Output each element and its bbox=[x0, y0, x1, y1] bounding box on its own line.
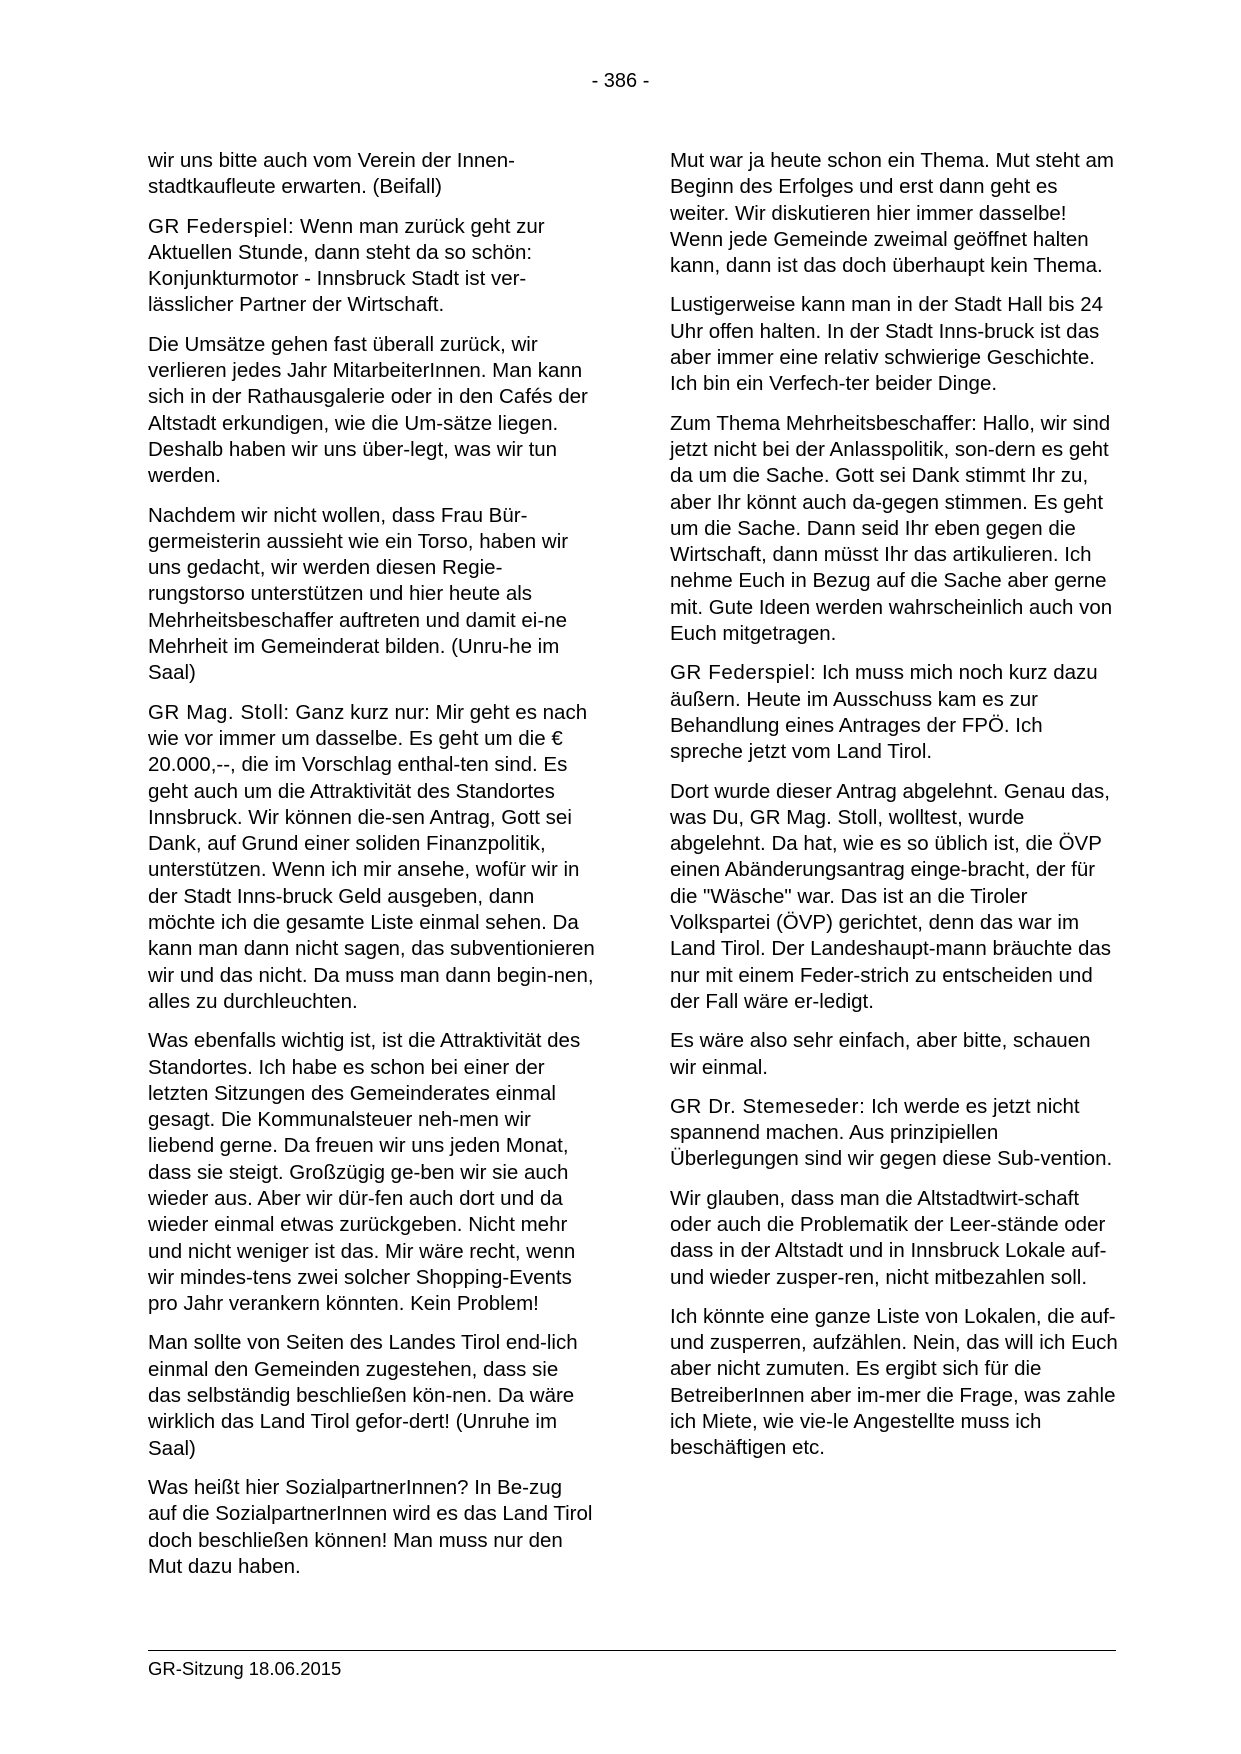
paragraph-text: Wenn man zurück geht zur Aktuellen Stunde, dann steht da so schön: Konjunkturmotor - Innsbruck Stadt ist ver-lässlicher Partner der Wirtschaft. bbox=[148, 214, 545, 317]
paragraph-text: Man sollte von Seiten des Landes Tirol end-lich einmal den Gemeinden zugestehen, dass sie das selbständig beschließen kön-nen. Da wäre wirklich das Land Tirol gefor-dert! (Unruhe im Saal) bbox=[148, 1331, 578, 1460]
left-column bbox=[148, 148, 596, 1593]
paragraph bbox=[148, 1330, 596, 1461]
paragraph bbox=[670, 1094, 1118, 1173]
paragraph-text: Was heißt hier SozialpartnerInnen? In Be-zug auf die SozialpartnerInnen wird es das Land Tirol doch beschließen können! Man muss nur den Mut dazu haben. bbox=[148, 1475, 593, 1578]
paragraph bbox=[148, 332, 596, 490]
paragraph-text: Es wäre also sehr einfach, aber bitte, schauen wir einmal. bbox=[670, 1029, 1091, 1079]
paragraph bbox=[670, 660, 1118, 765]
footer-session-date: GR-Sitzung 18.06.2015 bbox=[148, 1658, 342, 1679]
paragraph bbox=[148, 1475, 596, 1580]
paragraph-text: Ich muss mich noch kurz dazu äußern. Heute im Ausschuss kam es zur Behandlung eines Antrages der FPÖ. Ich spreche jetzt vom Land Tirol. bbox=[670, 661, 1098, 764]
paragraph bbox=[670, 1186, 1118, 1291]
paragraph bbox=[670, 292, 1118, 397]
paragraph-text: Mut war ja heute schon ein Thema. Mut steht am Beginn des Erfolges und erst dann geht es weiter. Wir diskutieren hier immer dasselbe! Wenn jede Gemeinde zweimal geöffnet halten kann, dann ist das doch überhaupt kein Thema. bbox=[670, 149, 1115, 278]
paragraph-text: Die Umsätze gehen fast überall zurück, wir verlieren jedes Jahr MitarbeiterInnen. Man kann sich in der Rathausgalerie oder in den Cafés der Altstadt erkundigen, wie die Um-sätze liegen. Deshalb haben wir uns über-legt, was wir tun werden. bbox=[148, 332, 588, 488]
paragraph-text: Ich könnte eine ganze Liste von Lokalen, die auf- und zusperren, aufzählen. Nein, das will ich Euch aber nicht zumuten. Es ergibt sich für die BetreiberInnen aber im-mer die Frage, was zahle ich Miete, wie vie-le Angestellte muss ich beschäftigen etc. bbox=[670, 1304, 1118, 1460]
paragraph-text: wir uns bitte auch vom Verein der Innen-stadtkaufleute erwarten. (Beifall) bbox=[148, 149, 515, 199]
paragraph bbox=[148, 148, 596, 201]
paragraph-text: Dort wurde dieser Antrag abgelehnt. Genau das, was Du, GR Mag. Stoll, wolltest, wurde abgelehnt. Da hat, wie es so üblich ist, die ÖVP einen Abänderungsantrag einge-bracht, der für die "Wäsche" war. Das ist an die Tiroler Volkspartei (ÖVP) gerichtet, denn das war im Land Tirol. Der Landeshaupt-mann bräuchte das nur mit einem Feder-strich zu entscheiden und der Fall wäre er-ledigt. bbox=[670, 779, 1112, 1013]
paragraph-text: Ich werde es jetzt nicht spannend machen. Aus prinzipiellen Überlegungen sind wir gegen diese Sub-vention. bbox=[670, 1094, 1113, 1171]
paragraph bbox=[670, 411, 1118, 648]
paragraph bbox=[670, 1028, 1118, 1081]
paragraph-text: Wir glauben, dass man die Altstadtwirt-schaft oder auch die Problematik der Leer-stände oder dass in der Altstadt und in Innsbruck Lokale auf- und wieder zusper-ren, nicht mitbezahlen soll. bbox=[670, 1186, 1107, 1289]
paragraph-text: Nachdem wir nicht wollen, dass Frau Bür-germeisterin aussieht wie ein Torso, haben wir uns gedacht, wir werden diesen Regie-rungstorso unterstützen und hier heute als Mehrheitsbeschaffer auftreten und damit ei-ne Mehrheit im Gemeinderat bilden. (Unru-he im Saal) bbox=[148, 503, 569, 685]
paragraph-text: Zum Thema Mehrheitsbeschaffer: Hallo, wir sind jetzt nicht bei der Anlasspolitik, son-dern es geht da um die Sache. Gott sei Dank stimmt Ihr zu, aber Ihr könnt auch da-gegen stimmen. Es geht um die Sache. Dann seid Ihr eben gegen die Wirtschaft, dann müsst Ihr das artikulieren. Ich nehme Euch in Bezug auf die Sache aber gerne mit. Gute Ideen werden wahrscheinlich auch von Euch mitgetragen. bbox=[670, 411, 1113, 646]
speaker-name: GR Federspiel: bbox=[148, 214, 295, 238]
paragraph-text: Lustigerweise kann man in der Stadt Hall bis 24 Uhr offen halten. In der Stadt Inns-bruck ist das aber immer eine relativ schwierige Geschichte. Ich bin ein Verfech-ter beider Dinge. bbox=[670, 293, 1104, 396]
paragraph bbox=[148, 503, 596, 687]
paragraph-text: Ganz kurz nur: Mir geht es nach wie vor immer um dasselbe. Es geht um die € 20.000,--, die im Vorschlag enthal-ten sind. Es geht auch um die Attraktivität des Standortes Innsbruck. Wir können die-sen Antrag, Gott sei Dank, auf Grund einer soliden Finanzpolitik, unterstützen. Wenn ich mir ansehe, wofür wir in der Stadt Inns-bruck Geld ausgeben, dann möchte ich die gesamte Liste einmal sehen. Da kann man dann nicht sagen, das subventionieren wir und das nicht. Da muss man dann begin-nen, alles zu durchleuchten. bbox=[148, 700, 595, 1013]
footer-divider bbox=[148, 1650, 1116, 1651]
page-number: - 386 - bbox=[591, 70, 650, 92]
paragraph-text: Was ebenfalls wichtig ist, ist die Attraktivität des Standortes. Ich habe es schon bei einer der letzten Sitzungen des Gemeinderates einmal gesagt. Die Kommunalsteuer neh-men wir liebend gerne. Da freuen wir uns jeden Monat, dass sie steigt. Großzügig ge-ben wir sie auch wieder aus. Aber wir dür-fen auch dort und da wieder einmal etwas zurückgeben. Nicht mehr und nicht weniger ist das. Mir wäre recht, wenn wir mindes-tens zwei solcher Shopping-Events pro Jahr verankern könnten. Kein Problem! bbox=[148, 1029, 581, 1316]
paragraph bbox=[670, 779, 1118, 1016]
paragraph bbox=[148, 214, 596, 319]
speaker-name: GR Dr. Stemeseder: bbox=[670, 1094, 866, 1118]
right-column bbox=[670, 148, 1118, 1475]
paragraph bbox=[670, 1304, 1118, 1462]
speaker-name: GR Mag. Stoll: bbox=[148, 700, 290, 724]
speaker-name: GR Federspiel: bbox=[670, 661, 817, 685]
paragraph bbox=[148, 700, 596, 1016]
paragraph bbox=[670, 148, 1118, 279]
paragraph bbox=[148, 1028, 596, 1317]
